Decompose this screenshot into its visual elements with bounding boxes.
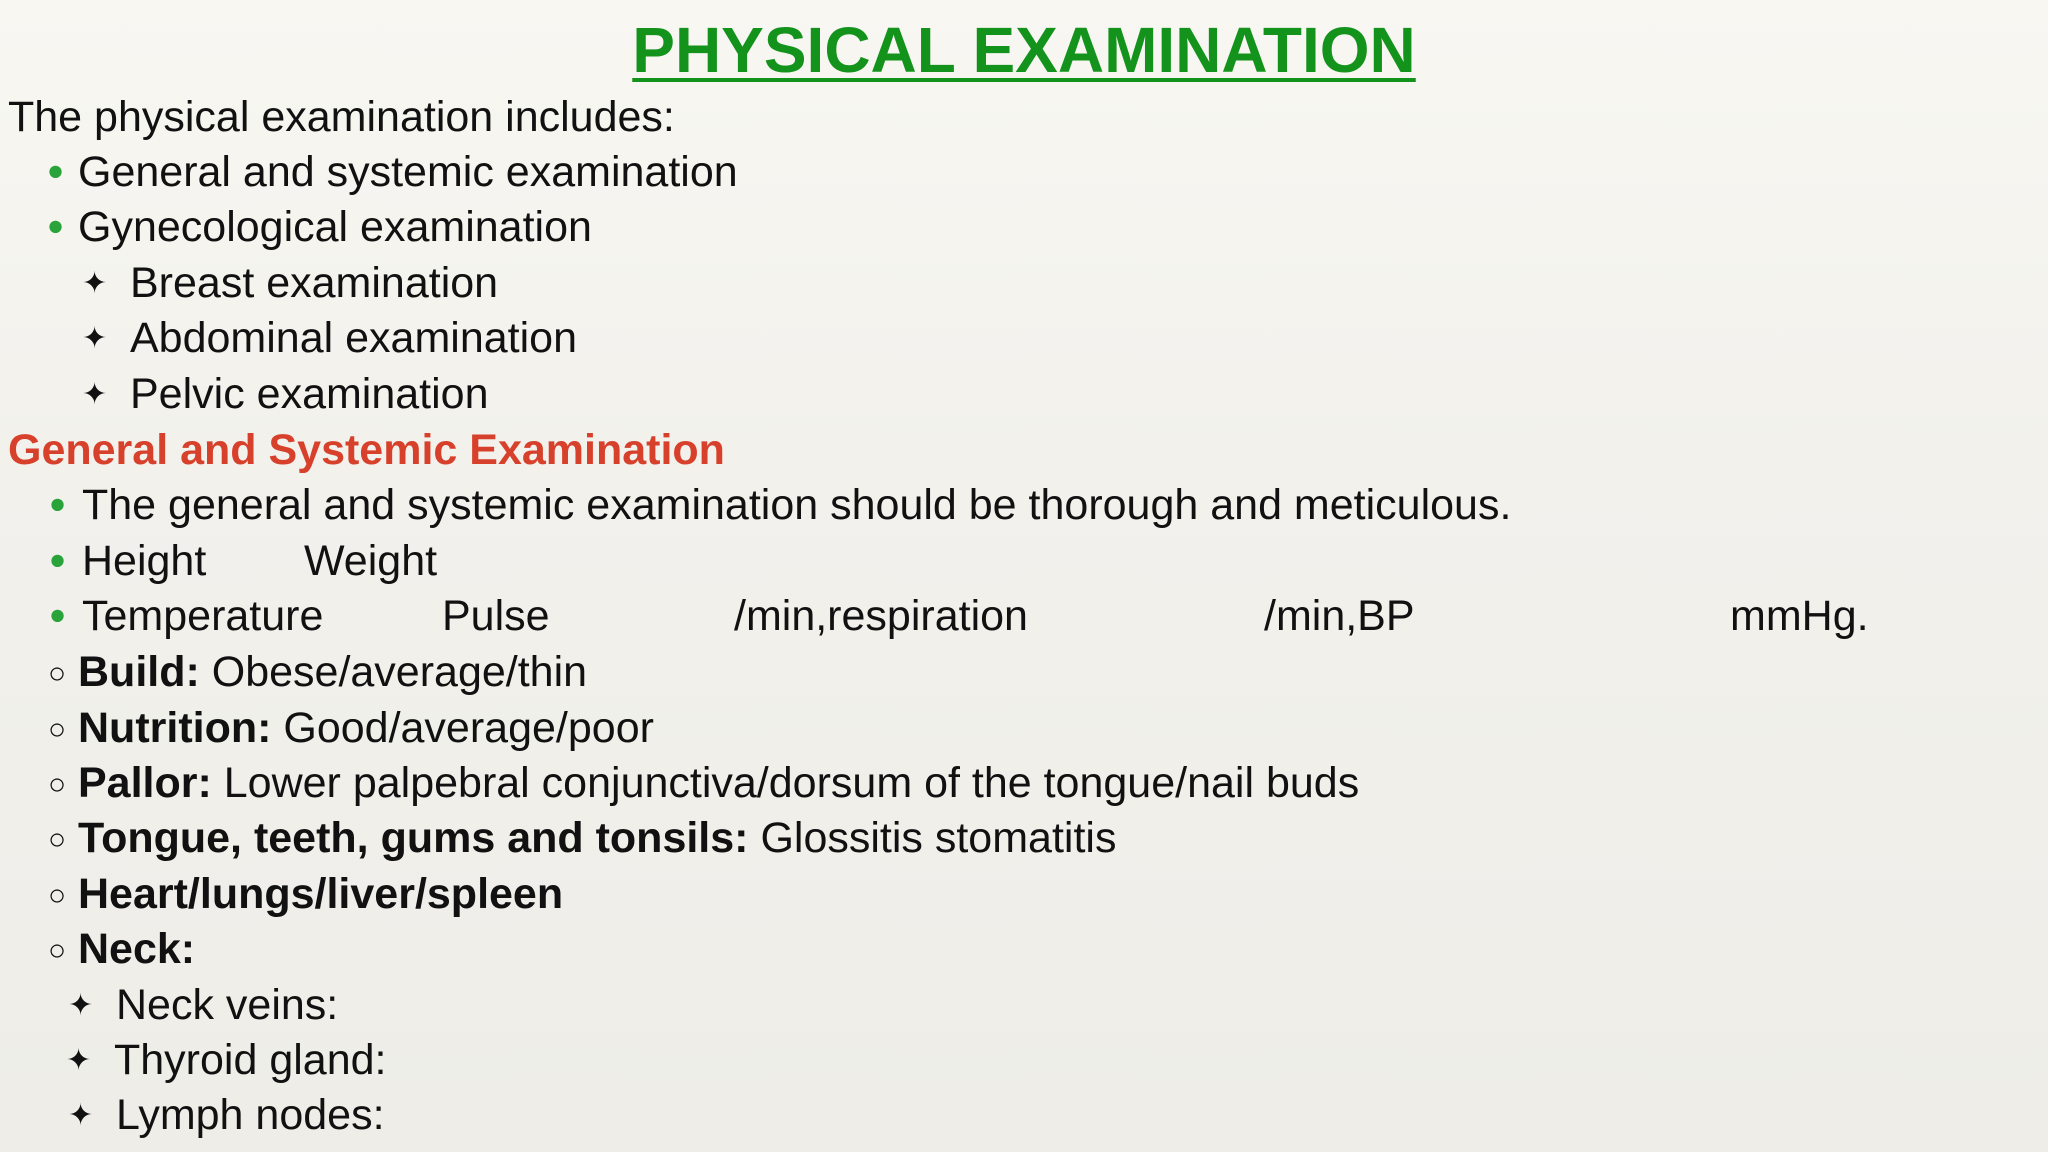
mmhg-label: mmHg. xyxy=(1730,592,1869,640)
list-item: • Gynecological examination xyxy=(48,200,592,255)
list-item: ○ Heart/lungs/liver/spleen xyxy=(48,867,563,923)
circle-bullet-icon: ○ xyxy=(48,713,67,746)
height-label: Height xyxy=(82,537,207,585)
star-bullet-icon: ✦ xyxy=(68,1099,94,1132)
section-heading: General and Systemic Examination xyxy=(8,426,725,474)
star-bullet-icon: ✦ xyxy=(66,1044,92,1077)
circle-bullet-icon: ○ xyxy=(48,657,67,690)
list-item: ✦ Neck veins: xyxy=(68,978,338,1033)
circle-bullet-icon: ○ xyxy=(48,934,67,967)
temperature-label: Temperature xyxy=(82,592,324,640)
bullet-icon: • xyxy=(50,592,66,640)
respiration-label: /min,respiration xyxy=(734,592,1028,640)
intro-text: The physical examination includes: xyxy=(8,93,675,141)
bullet-icon: • xyxy=(48,203,64,251)
list-item: ✦ Pelvic examination xyxy=(82,367,489,422)
star-bullet-icon: ✦ xyxy=(82,322,108,355)
list-item: ✦ Thyroid gland: xyxy=(66,1033,387,1088)
star-bullet-icon: ✦ xyxy=(82,267,108,300)
list-item: ✦ Breast examination xyxy=(82,256,498,311)
list-item: ✦ Lymph nodes: xyxy=(68,1088,385,1143)
list-item xyxy=(50,534,650,589)
list-item: ○ Build: Obese/average/thin xyxy=(48,645,587,701)
list-item: ✦ Abdominal examination xyxy=(82,311,577,366)
list-item: ○ Tongue, teeth, gums and tonsils: Glossitis stomatitis xyxy=(48,811,1116,867)
list-item: • The general and systemic examination should be thorough and meticulous. xyxy=(50,478,1511,533)
circle-bullet-icon: ○ xyxy=(48,823,67,856)
bullet-icon: • xyxy=(50,481,66,529)
page-title: PHYSICAL EXAMINATION xyxy=(632,14,1416,86)
list-item: ○ Pallor: Lower palpebral conjunctiva/dorsum of the tongue/nail buds xyxy=(48,756,1359,812)
weight-label: Weight xyxy=(304,537,438,585)
list-item: ○ Nutrition: Good/average/poor xyxy=(48,701,654,757)
list-item: ○ Neck: xyxy=(48,922,195,978)
circle-bullet-icon: ○ xyxy=(48,879,67,912)
bullet-icon: • xyxy=(50,537,66,585)
circle-bullet-icon: ○ xyxy=(48,768,67,801)
bullet-icon: • xyxy=(48,148,64,196)
bp-label: /min,BP xyxy=(1264,592,1415,640)
star-bullet-icon: ✦ xyxy=(82,378,108,411)
list-item xyxy=(50,589,1950,644)
list-item: • General and systemic examination xyxy=(48,145,738,200)
pulse-label: Pulse xyxy=(442,592,550,640)
star-bullet-icon: ✦ xyxy=(68,989,94,1022)
